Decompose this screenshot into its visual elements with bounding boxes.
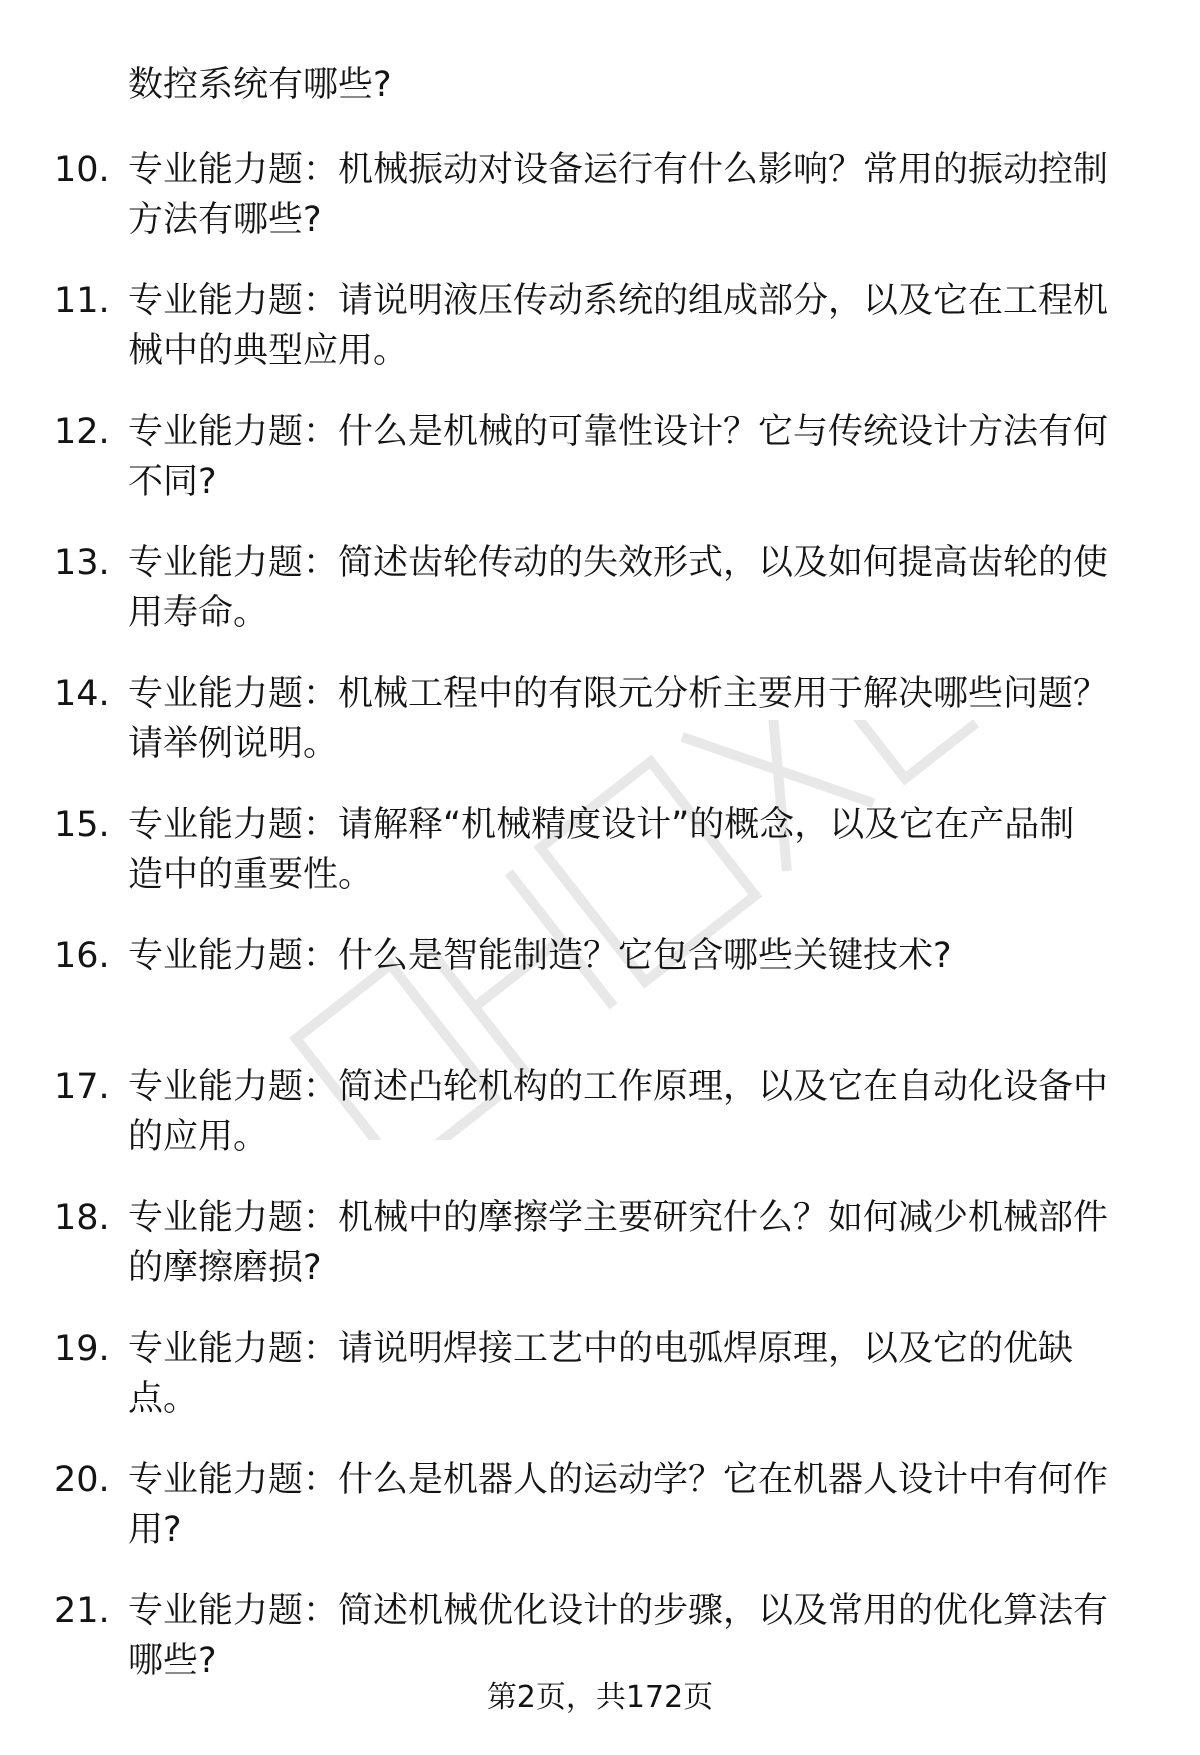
question-line-2: 的摩擦磨损?	[128, 1248, 322, 1288]
question-line-1: 专业能力题：请说明焊接工艺中的电弧焊原理，以及它的优缺	[128, 1329, 1074, 1369]
question-number: 15.	[54, 805, 110, 845]
question-line-1: 专业能力题：什么是智能制造？它包含哪些关键技术?	[128, 936, 952, 976]
question-item	[0, 1193, 1200, 1324]
question-text	[128, 1455, 1138, 1555]
question-line-2: 方法有哪些?	[128, 200, 322, 240]
question-line-2: 用?	[128, 1510, 182, 1550]
question-line-1: 专业能力题：机械振动对设备运行有什么影响？常用的振动控制	[128, 150, 1109, 190]
question-line-1: 专业能力题：什么是机械的可靠性设计？它与传统设计方法有何	[128, 412, 1109, 452]
question-number: 16.	[54, 936, 110, 976]
question-line-2: 请举例说明。	[128, 724, 339, 764]
question-item	[0, 1455, 1200, 1586]
question-line-1: 专业能力题：什么是机器人的运动学？它在机器人设计中有何作	[128, 1460, 1109, 1500]
question-line-2: 的应用。	[128, 1117, 269, 1157]
question-line-1: 专业能力题：机械工程中的有限元分析主要用于解决哪些问题？	[128, 674, 1109, 714]
question-number: 14.	[54, 674, 110, 714]
question-text	[128, 931, 1138, 981]
question-line-1: 专业能力题：简述机械优化设计的步骤，以及常用的优化算法有	[128, 1591, 1109, 1631]
question-item	[0, 276, 1200, 407]
question-text	[128, 538, 1138, 638]
question-line-2: 械中的典型应用。	[128, 331, 409, 371]
question-line-2: 用寿命。	[128, 593, 269, 633]
question-text	[128, 276, 1138, 376]
question-text	[128, 1586, 1138, 1686]
question-text	[128, 1324, 1138, 1424]
question-item	[0, 1062, 1200, 1193]
question-item	[0, 407, 1200, 538]
question-text	[128, 1062, 1138, 1162]
question-item	[0, 669, 1200, 800]
question-text	[128, 407, 1138, 507]
question-number: 17.	[54, 1067, 110, 1107]
page-footer: 第2页，共172页	[486, 1680, 714, 1715]
question-line-1: 专业能力题：机械中的摩擦学主要研究什么？如何减少机械部件	[128, 1198, 1109, 1238]
continuation-line: 数控系统有哪些?	[128, 65, 392, 105]
question-number: 12.	[54, 412, 110, 452]
question-number: 11.	[54, 281, 110, 321]
question-line-1: 专业能力题：请解释“机械精度设计”的概念，以及它在产品制	[128, 805, 1075, 845]
question-item	[0, 800, 1200, 931]
question-number: 18.	[54, 1198, 110, 1238]
question-number: 21.	[54, 1591, 110, 1631]
question-line-1: 专业能力题：简述凸轮机构的工作原理，以及它在自动化设备中	[128, 1067, 1109, 1107]
question-list	[0, 145, 1200, 1717]
question-item	[0, 1324, 1200, 1455]
question-item	[0, 538, 1200, 669]
question-line-2: 造中的重要性。	[128, 855, 374, 895]
question-number: 13.	[54, 543, 110, 583]
question-line-2: 哪些?	[128, 1641, 217, 1681]
question-number: 20.	[54, 1460, 110, 1500]
question-text	[128, 145, 1138, 245]
question-line-2: 点。	[128, 1379, 199, 1419]
question-number: 10.	[54, 150, 110, 190]
question-text	[128, 800, 1138, 900]
question-item	[0, 145, 1200, 276]
question-number: 19.	[54, 1329, 110, 1369]
question-line-1: 专业能力题：简述齿轮传动的失效形式，以及如何提高齿轮的使	[128, 543, 1109, 583]
question-item	[0, 931, 1200, 1062]
question-text	[128, 669, 1138, 769]
question-text	[128, 1193, 1138, 1293]
question-line-2: 不同?	[128, 462, 217, 502]
question-line-1: 专业能力题：请说明液压传动系统的组成部分，以及它在工程机	[128, 281, 1109, 321]
